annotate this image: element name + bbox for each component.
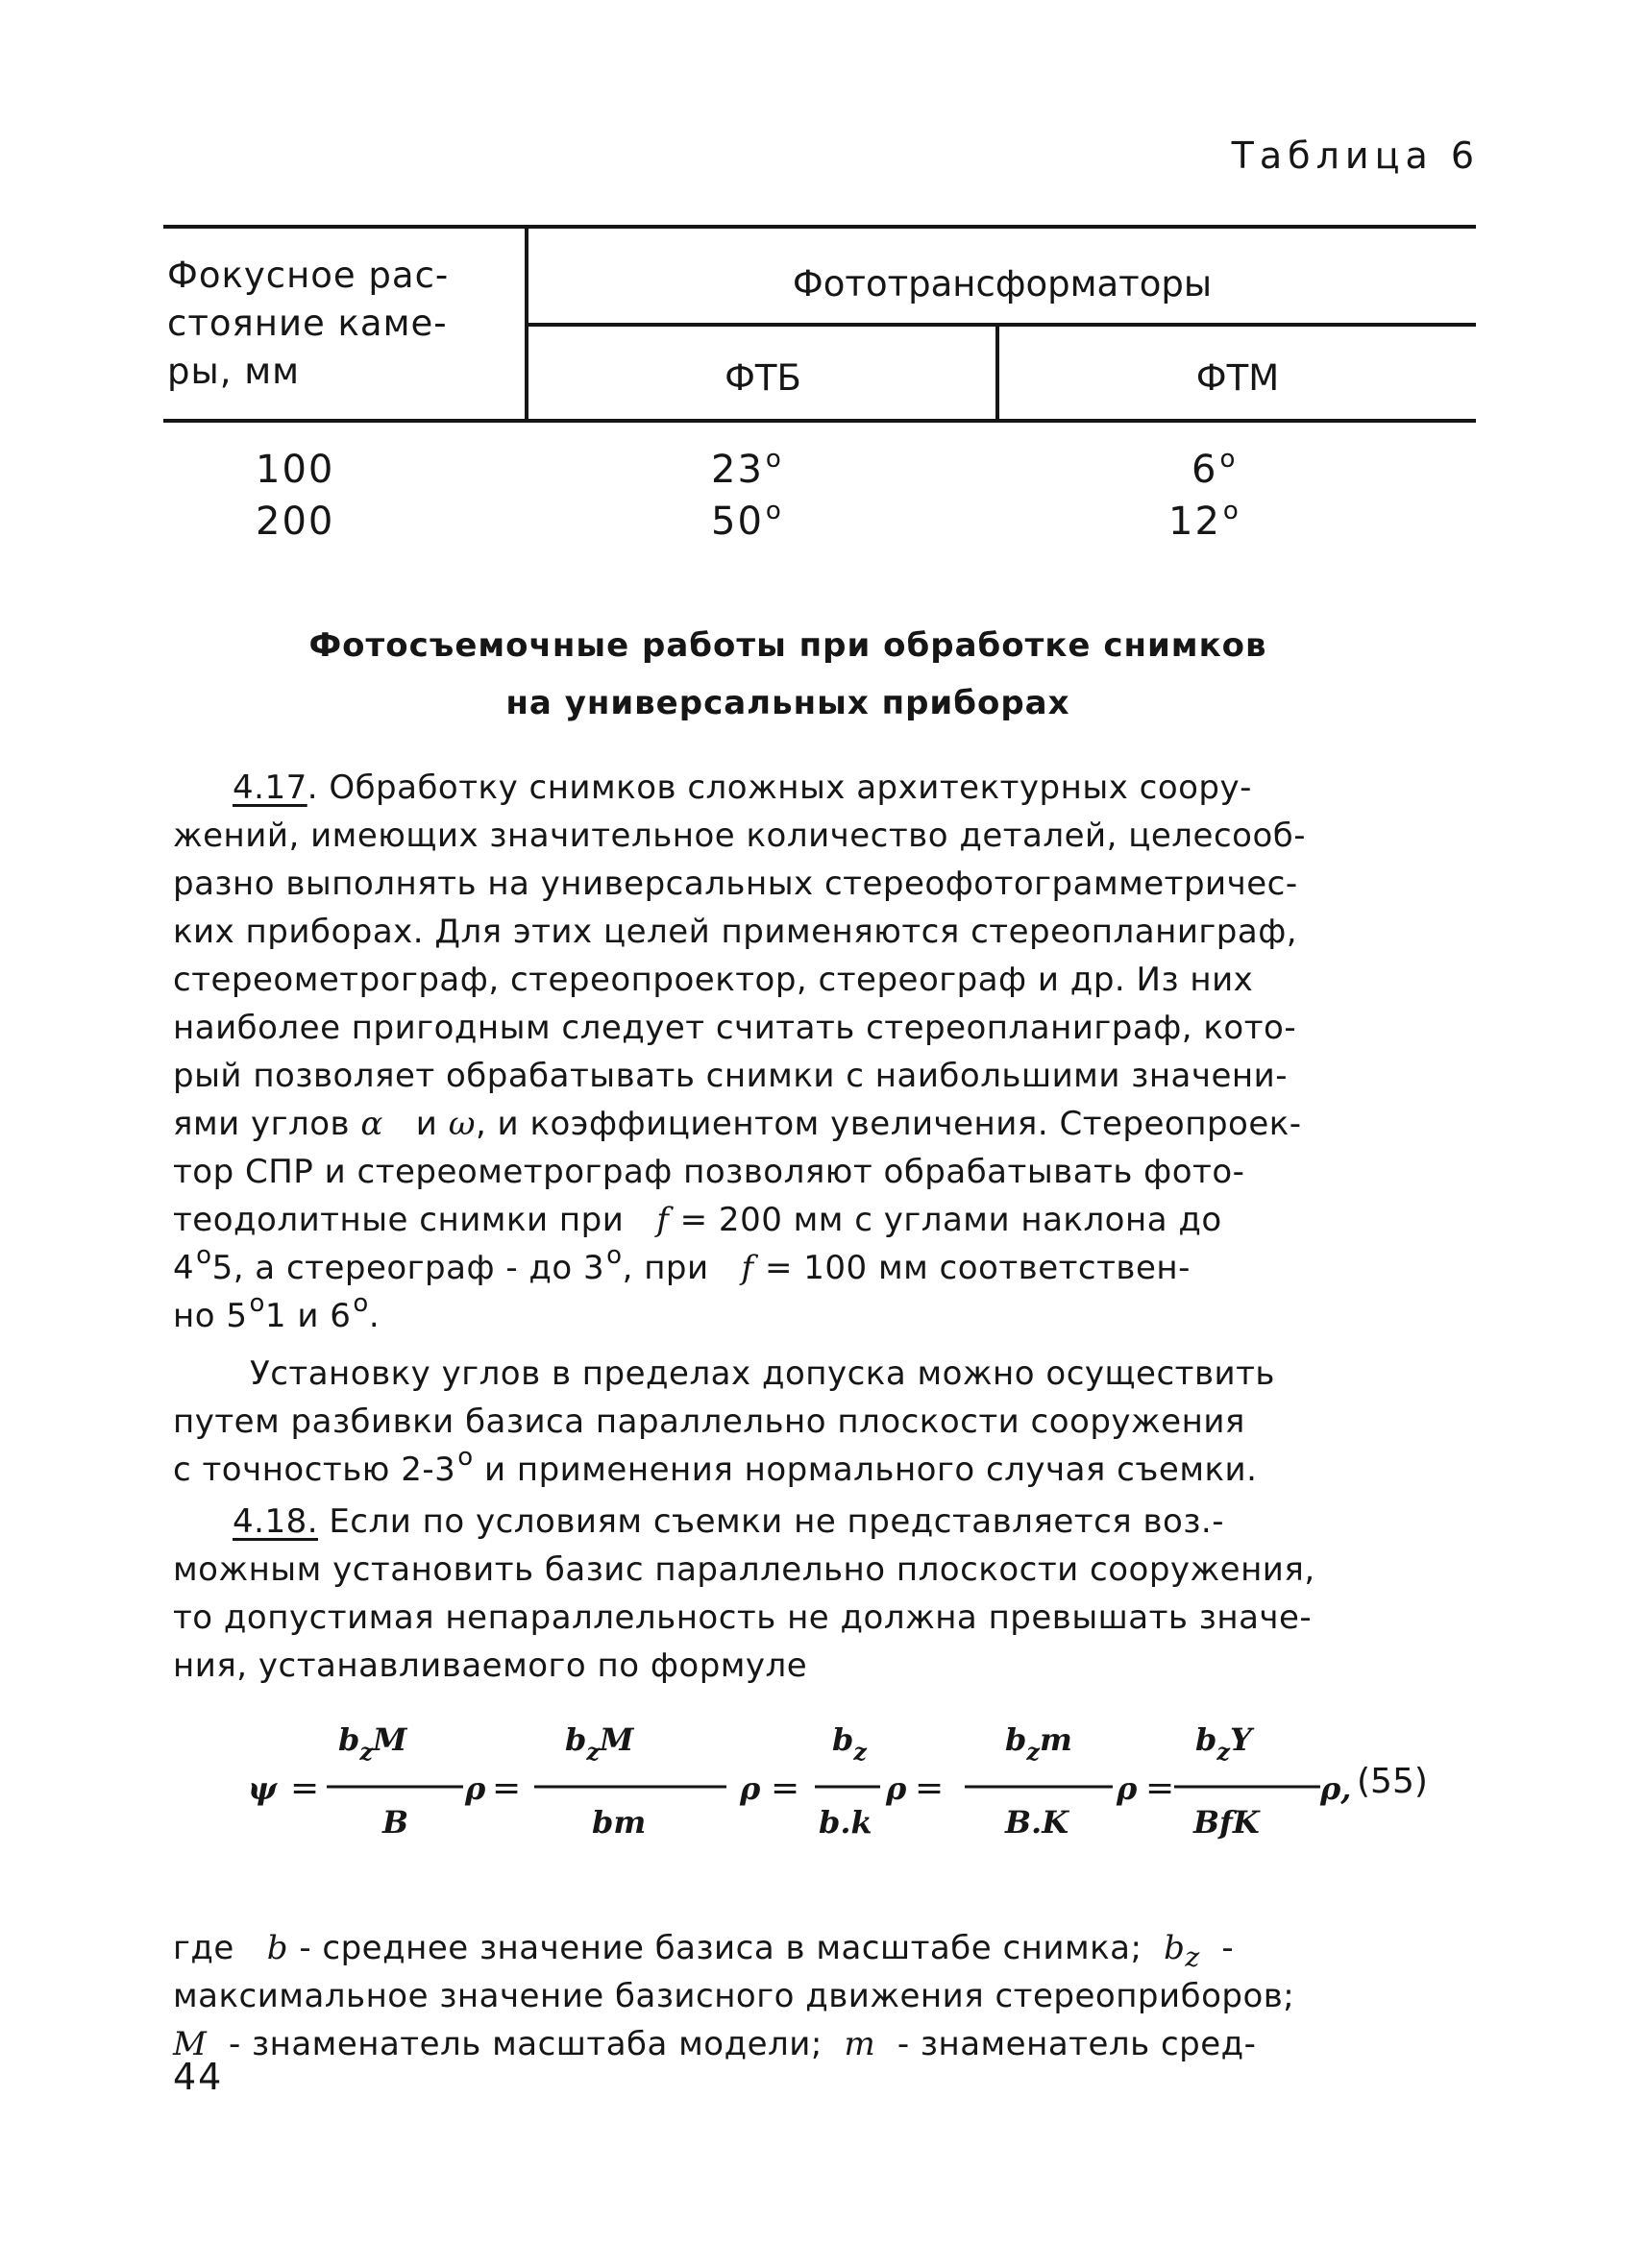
formula-number: (55) (1357, 1762, 1428, 1801)
row-2-ftm: $12^о$ (1168, 497, 1241, 544)
para-angles-line-1: Установку углов в пределах допуска можно осуществить (250, 1354, 1275, 1393)
b-symbol: b (266, 1929, 288, 1967)
formula-eq-3: = (771, 1768, 800, 1808)
formula-rho-1: ρ (465, 1770, 486, 1807)
formula-rho-2: ρ (740, 1770, 761, 1807)
header-focal-line-1: Фокусное рас- (167, 255, 450, 296)
table-subheader-rule (528, 323, 1476, 327)
para-418-line-4: ния, устанавливаемого по формуле (173, 1646, 808, 1685)
section-heading-line-2: на универсальных приборах (505, 684, 1070, 722)
para-417-line-4: ких приборах. Для этих целей применяются стереопланиграф, (173, 913, 1298, 951)
para-angles-line-2: путем разбивки базиса параллельно плоскости сооружения (173, 1402, 1245, 1441)
header-focal-line-3: ры, мм (167, 351, 301, 392)
frac-5-denominator: BfK (1193, 1804, 1260, 1841)
row-1-ftb: $23^о$ (711, 445, 783, 492)
formula-eq-1: = (290, 1768, 320, 1808)
clause-number-418: 4.18. (233, 1502, 319, 1541)
para-417-line-11: $4^о5$, а стереограф - до $3^о$, при f = 100 мм соответствен- (173, 1241, 1191, 1287)
formula-rho-5: ρ, (1320, 1770, 1352, 1807)
formula-rho-4: ρ (1117, 1770, 1138, 1807)
formula-eq-4: = (915, 1768, 945, 1808)
frac-3-denominator: b.k (819, 1804, 872, 1841)
para-417-line-7: рый позволяет обрабатывать снимки с наибольшими значени- (173, 1057, 1288, 1095)
formula-eq-5: = (1145, 1768, 1175, 1808)
table-6 (163, 225, 1476, 571)
frac-2-denominator: bm (592, 1804, 647, 1841)
header-ftm: ФТМ (1195, 357, 1280, 399)
para-418-line-2: можным установить базис параллельно плоскости сооружения, (173, 1550, 1315, 1589)
para-417-line-9: тор СПР и стереометрограф позволяют обрабатывать фото- (173, 1153, 1245, 1191)
formula-rho-3: ρ (886, 1770, 907, 1807)
where-line-1: где b - среднее значение базиса в масштабе снимка; $b_z$ - (173, 1929, 1235, 1973)
frac-4-numerator: $b_zm$ (1005, 1721, 1072, 1766)
frac-3-numerator: $b_z$ (832, 1721, 868, 1766)
alpha-symbol: α (360, 1105, 383, 1143)
header-focal-length (167, 252, 513, 396)
clause-number-417: 4.17 (233, 768, 307, 807)
where-line-3: M - знаменатель масштаба модели; m - знаменатель сред- (173, 2025, 1257, 2063)
para-417-line-8: ями углов α и ω, и коэффициентом увеличения. Стереопроек- (173, 1105, 1302, 1143)
para-417-line-3: разно выполнять на универсальных стереофотограмметричес- (173, 865, 1298, 903)
row-1-ftm: $6^о$ (1192, 445, 1238, 492)
para-417-line-2: жений, имеющих значительное количество деталей, целесооб- (173, 817, 1306, 855)
para-417-line-6: наиболее пригодным следует считать стереопланиграф, кото- (173, 1009, 1297, 1047)
header-ftb: ФТБ (725, 357, 801, 399)
row-2-ftb: $50^о$ (711, 497, 783, 544)
bz-symbol: $b_z$ (1164, 1929, 1200, 1973)
table-top-rule (163, 225, 1476, 229)
para-angles-line-3: с точностью $2-3^о$ и применения нормального случая съемки. (173, 1443, 1258, 1489)
section-heading (221, 617, 1355, 732)
frac-2-numerator: $b_zM$ (565, 1721, 634, 1766)
frac-4-denominator: B.K (1005, 1804, 1069, 1841)
m-symbol: m (844, 2025, 876, 2063)
para-417-line-12: но $5^о1$ и $6^о$. (173, 1289, 381, 1335)
para-417-line-1: 4.17. Обработку снимков сложных архитектурных соору- (233, 768, 1252, 807)
formula-eq-2: = (492, 1768, 522, 1808)
para-418-line-1: 4.18. Если по условиям съемки не представляется воз.- (233, 1502, 1225, 1541)
table-caption: Таблица 6 (1231, 134, 1480, 177)
where-line-2: максимальное значение базисного движения стереоприборов; (173, 1977, 1295, 2015)
para-417-line-5: стереометрограф, стереопроектор, стереограф и др. Из них (173, 961, 1254, 999)
M-symbol: M (173, 2025, 208, 2063)
frac-1-numerator: $b_zM$ (338, 1721, 407, 1766)
header-focal-line-2: стояние каме- (167, 303, 448, 344)
header-phototransformers: Фототрансформаторы (792, 263, 1213, 305)
frac-5-numerator: $b_zY$ (1195, 1721, 1252, 1766)
focal-symbol: f (656, 1201, 670, 1239)
formula-psi: ψ (248, 1770, 278, 1807)
section-heading-line-1: Фотосъемочные работы при обработке снимков (308, 626, 1267, 665)
page-number: 44 (173, 2056, 224, 2098)
frac-1-denominator: B (382, 1804, 409, 1841)
row-2-focal: 200 (256, 500, 335, 544)
para-417-line-10: теодолитные снимки при f = 200 мм с углами наклона до (173, 1201, 1222, 1239)
para-418-line-3: то допустимая непараллельность не должна превышать значе- (173, 1598, 1313, 1637)
row-1-focal: 100 (256, 448, 335, 492)
table-header-bottom-rule (163, 419, 1476, 423)
omega-symbol: ω (448, 1105, 476, 1143)
